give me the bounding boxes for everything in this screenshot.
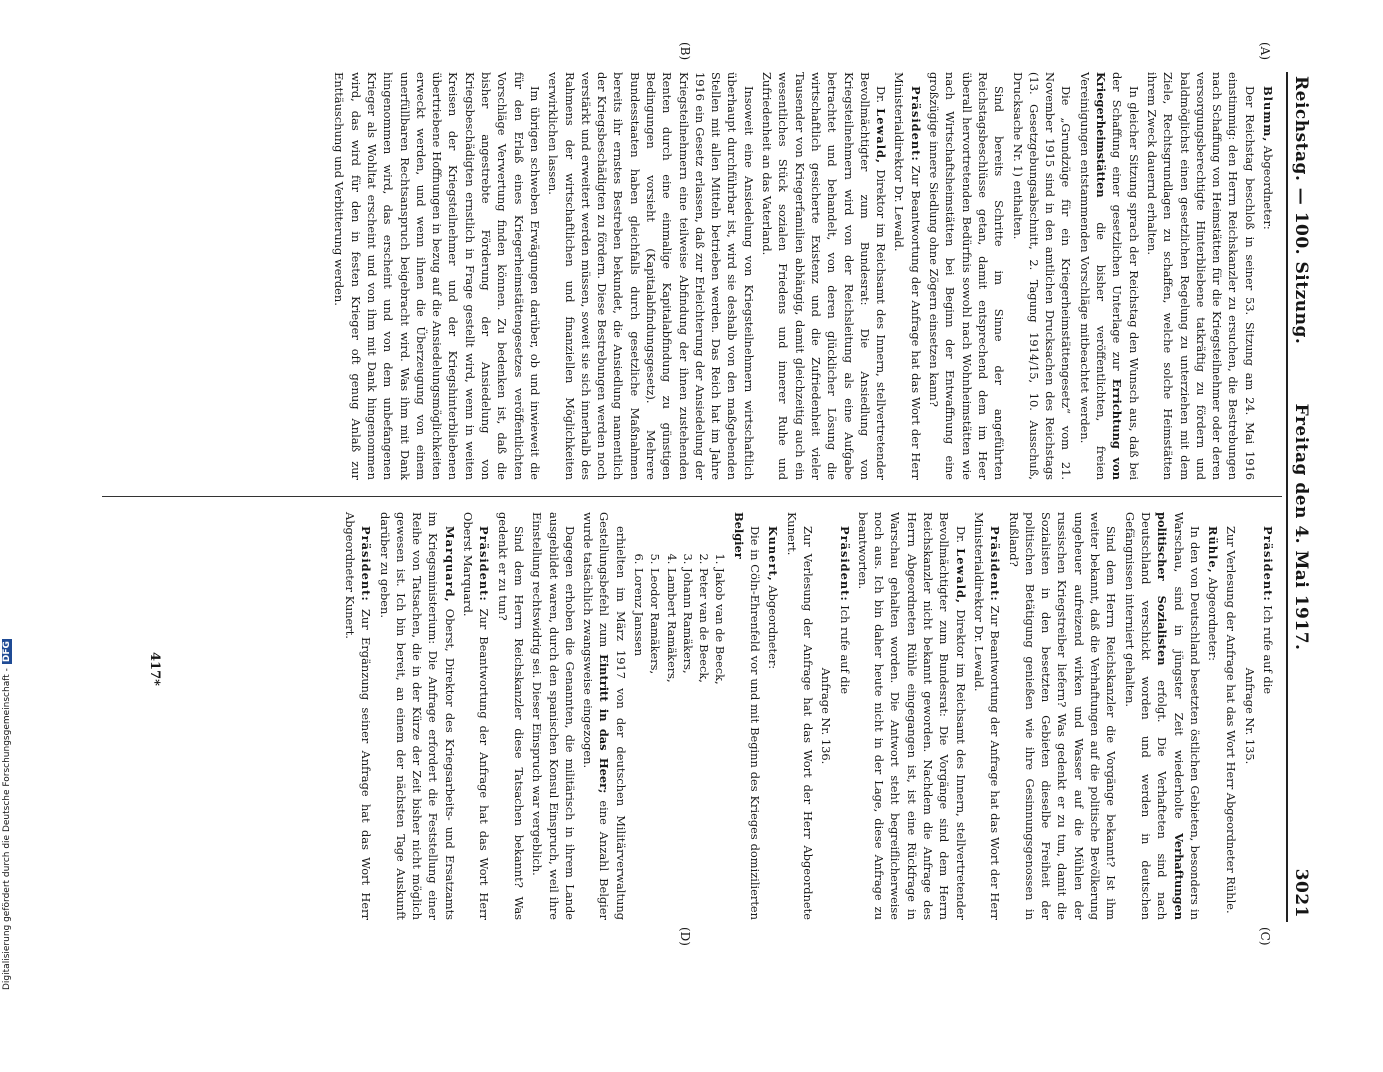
speaker-name: Präsident: bbox=[908, 86, 923, 162]
header-page-number: 3021 bbox=[1291, 868, 1311, 918]
paragraph bbox=[731, 512, 764, 920]
text-run: erfolgt. Die Verhafteten sind nach Deutschland verschickt worden und werden in deutschen Gefängnissen interniert gehalten. bbox=[1122, 512, 1170, 920]
paragraph: Zur Verlesung der Anfrage hat das Wort der Herr Abgeordnete Kunert. bbox=[784, 512, 815, 920]
bold-text: Belgier bbox=[731, 512, 746, 559]
paragraph bbox=[836, 512, 852, 920]
margin-mark-b: (B) bbox=[678, 42, 692, 61]
paragraph bbox=[765, 512, 781, 920]
paragraph bbox=[1205, 512, 1221, 920]
text-run: Zur Beantwortung der Anfrage hat das Wort der Herr Ministerialdirektor Dr. Lewald. bbox=[971, 512, 1003, 920]
text-run: Die in Cöln-Ehrenfeld vor und mit Beginn des Krieges domizilierten bbox=[748, 526, 763, 920]
credit-text: Digitalisierung gefördert durch die Deutsche Forschungsgemeinschaft - bbox=[2, 668, 12, 990]
text-run: Dr. bbox=[953, 526, 968, 549]
speaker-name: Lewald, bbox=[874, 108, 889, 164]
bold-text: Eintritt in das Heer; bbox=[597, 654, 612, 794]
names-list bbox=[631, 568, 729, 920]
rotated-sheet bbox=[82, 42, 1312, 946]
list-item: 1. Jakob van de Beeck, bbox=[712, 568, 728, 920]
left-column bbox=[329, 72, 1276, 480]
list-item: 4. Lambert Ramäkers, bbox=[663, 568, 679, 920]
margin-mark-a: (A) bbox=[1258, 42, 1272, 61]
list-item: 6. Lorenz Janssen bbox=[631, 568, 647, 920]
paragraph bbox=[460, 512, 493, 920]
speaker-role: Abgeordneter: bbox=[766, 581, 781, 670]
text-run: Zur Beantwortung der Anfrage hat das Wort Herr Oberst Marquard. bbox=[461, 512, 492, 920]
paragraph: Zur Verlesung der Anfrage hat das Wort Herr Abgeordneter Rühle. bbox=[1224, 526, 1239, 914]
paragraph bbox=[376, 512, 457, 920]
text-run: Ich rufe auf die bbox=[837, 601, 852, 695]
paragraph: Sind dem Herrn Reichskanzler die Vorgänge bekannt? Ist ihm weiter bekannt, daß die Verhaftungen auf die politische Bevölkerung ungeheuer aufreizend wirken und Wasser auf die Mühlen der russischen Kriegstreiber liefern? Was gedenkt er zu tun, damit die Sozialisten in den besetzten Gebieten dieselbe Freiheit der politischen Betätigung genießen wie ihre Gesinnungsgenossen in Rußland? bbox=[1006, 512, 1119, 920]
paragraph bbox=[342, 512, 375, 920]
margin-mark-c: (C) bbox=[1258, 927, 1272, 946]
list-item: 2. Peter van de Beeck, bbox=[696, 568, 712, 920]
inquiry-number: Anfrage Nr. 135. bbox=[1242, 667, 1257, 765]
speaker-name: Präsident: bbox=[359, 526, 374, 602]
digitization-credit bbox=[2, 550, 14, 990]
paragraph bbox=[1121, 512, 1202, 920]
paragraph bbox=[1260, 72, 1276, 480]
text-run: Dr. bbox=[874, 86, 889, 109]
text-run: In gleicher Sitzung sprach der Reichstag den Wunsch aus, daß bei der Schaffung einer gesetzlichen Unterlage zur bbox=[1110, 72, 1141, 480]
page-header bbox=[1286, 72, 1312, 922]
header-session: Reichstag. — 100. Sitzung. bbox=[1291, 76, 1311, 345]
speaker-name: Präsident: bbox=[1261, 526, 1275, 602]
paragraph: Im übrigen schweben Erwägungen darüber, ob und inwieweit die für den Erlaß eines Kriegerheimstättengesetzes veröffentlichten Vorschläge Verwertung finden können. Zu bedenken ist, daß die bisher angestrebte Förderung der Ansiedelung von Kriegsbeschädigten ernstlich in Frage gestellt wird, wenn in weiten Kreisen der Kriegsteilnehmer und der Kriegshinterbliebenen übertriebene Hoffnungen in bezug auf die Ansiedelungsmöglichkeiten erweckt werden, und wenn ihnen die Überzeugung von einem unerfüllbaren Rechtsanspruch beigebracht wird. Was ihm mit Dank hingenommen wird, das erscheint und von dem unbefangenen Krieger als Wohltat erscheint und von ihm mit Dank hingenommen wird, das wird für den in festen Krieger oft genug Anlaß zur Enttäuschung und Verbitterung werden. bbox=[332, 72, 542, 480]
text-run: die bisher veröffentlichten, freien Vereinigungen entstammenden Vorschläge mitbeachtet werden. bbox=[1077, 72, 1109, 480]
text-run: Direktor im Reichsamt des Innern, stellvertretender Bevollmächtigter zum Bundesrat: Die Vorgänge sind dem Herrn Reichskanzler nicht bekannt geworden. Nachdem die Anfrage des Herrn Abgeordneten Rühle eingegangen ist, ist eine Rückfrage in Warschau gehalten worden. Die Antwort steht begreiflicherweise noch aus. Ich bin daher heute nicht in der Lage, diese Anfrage zu beantworten. bbox=[855, 512, 968, 920]
text-run: eine Anzahl Belgier wurde tatsächlich zwangsweise eingezogen. bbox=[581, 512, 612, 920]
paragraph: Sind dem Herrn Reichskanzler diese Tatsachen bekannt? Was gedenkt er zu tun? bbox=[495, 512, 526, 920]
paragraph bbox=[1260, 512, 1276, 920]
speaker-name: Präsident: bbox=[988, 526, 1003, 602]
speaker-role: Abgeordneter: bbox=[1261, 142, 1275, 230]
speaker-name: Lewald, bbox=[953, 548, 968, 604]
bold-text: Verhaftungen politischer Sozialisten bbox=[1155, 512, 1186, 920]
paragraph bbox=[759, 72, 889, 480]
text-run: Zur Beantwortung der Anfrage hat das Wort der Herr Ministerialdirektor Dr. Lewald. bbox=[892, 72, 923, 480]
column-rule bbox=[102, 496, 1282, 497]
list-item: 5. Leodor Ramäkers, bbox=[647, 568, 663, 920]
paragraph: Sind bereits Schritte im Sinne der angeführten Reichstagsbeschlüsse getan, damit entsprechend dem im Heer überall hervortretenden Bedürfnis sowohl nach Wohnheimstätten wie nach Wirtschaftsheimstätten bei Beginn der Entwaffnung eine großzügige innere Siedlung ohne Zögern einsetzen kann? bbox=[927, 72, 1007, 480]
inquiry-number: Anfrage Nr. 136. bbox=[819, 667, 834, 765]
right-column bbox=[340, 512, 1276, 920]
dfg-logo: DFG bbox=[2, 641, 12, 663]
paragraph bbox=[580, 512, 629, 920]
speaker-name: Marquard, bbox=[442, 526, 457, 603]
paragraph: Dagegen erhoben die Genannten, die militärisch in ihrem Lande ausgebildet waren, durch den spanischen Konsul Einspruch, weil ihre Einstellung rechtswidrig sei. Dieser Einspruch war vergeblich. bbox=[530, 512, 577, 920]
text-run: erhielten im März 1917 von der deutschen Militärverwaltung Gestellungsbefehl zum bbox=[597, 512, 628, 920]
speaker-name: Präsident: bbox=[477, 526, 492, 602]
paragraph bbox=[891, 72, 924, 480]
speaker-name: Präsident: bbox=[837, 526, 852, 602]
speaker-name: Rühle, bbox=[1206, 526, 1221, 574]
paragraph bbox=[971, 512, 1004, 920]
paragraph: Der Reichstag beschloß in seiner 53. Sitzung am 24. Mai 1916 einstimmig: den Herrn Reichskanzler zu ersuchen, die Bestrebungen nach Schaffung von Heimstätten für die Kriegsteilnehmer oder deren versorgungsberechtigte Hinterbliebene tatkräftig zu fördern und baldmöglichst einen gesetzlichen Regelung zu unterziehen mit dem Ziele, Rechtsgrundlagen zu schaffen, welche solche Heimstätten ihrem Zweck dauernd erhalten. bbox=[1144, 72, 1257, 480]
text-run: Direktor im Reichsamt des Innern, stellvertretender Bevollmächtigter zum Bundesrat: Die Ansiedlung von Kriegsteilnehmern wird von der Reichsleitung als eine Aufgabe betrachtet und behandelt, von deren glücklicher Lösung die wirtschaftlich gesicherte Existenz und die Zufriedenheit vieler Tausender von Kriegerfamilien abhängig, damit gleichzeitig auch ein wesentliches Stück sozialen Friedens und innerer Ruhe und Zufriedenheit an das Vaterland. bbox=[760, 72, 889, 480]
paragraph: Insoweit eine Ansiedelung von Kriegsteilnehmern wirtschaftlich überhaupt durchführbar ist, wird sie deshalb von den maßgebenden Stellen mit allen Mitteln betrieben werden. Das Reich hat im Jahre 1916 ein Gesetz erlassen, daß zur Erleichterung der Ansiedelung der Kriegsteilnehmern eine teilweise Abfindung der ihnen zustehenden Renten durch eine einmalige Kapitalabfindung zu günstigen Bedingungen vorsieht (Kapitalabfindungsgesetz). Mehrere Bundesstaaten haben gleichfalls durch gesetzliche Maßnahmen bereits ihr ernstes Bestreben bekundet, die Ansiedlung namentlich der Kriegsbeschädigten zu fördern. Diese Bestrebungen werden noch verstärkt und erweitert werden müssen, soweit sie sich innerhalb des Rahmens der wirtschaftlichen und finanziellen Möglichkeiten verwirklichen lassen. bbox=[546, 72, 756, 480]
margin-mark-d: (D) bbox=[678, 927, 692, 946]
header-date: Freitag den 4. Mai 1917. bbox=[1291, 403, 1311, 651]
text-run: Oberst, Direktor des Kriegsarbeits- und Ersatzamts im Kriegsministerium: Die Anfrage erfordert die Feststellung einer Reihe von Tatsachen, die in der Kürze der Zeit bisher nicht möglich gewesen ist. Ich bin bereit, an einem der nächsten Tage Auskunft darüber zu geben. bbox=[377, 512, 457, 920]
paragraph bbox=[855, 512, 969, 920]
footer-page-number: 417* bbox=[147, 652, 162, 686]
paragraph bbox=[1076, 72, 1141, 480]
text-run: Ich rufe auf die bbox=[1261, 601, 1275, 695]
paragraph: Die „Grundzüge für ein Kriegerheimstättengesetz“ vom 21. November 1915 sind in den amtlichen Drucksachen des Reichstags (13. Gesetzgebungsabschnitt, 2. Tagung 1914/15, 10. Ausschuß, Drucksache Nr. 1) enthalten. bbox=[1010, 72, 1074, 480]
header-date-page bbox=[1291, 404, 1311, 918]
bold-text: Errichtung von Kriegerheimstätten bbox=[1094, 72, 1125, 480]
speaker-name: Blumm, bbox=[1261, 86, 1275, 143]
text-run: Zur Ergänzung seiner Anfrage hat das Wort Herr Abgeordneter Kunert. bbox=[342, 512, 374, 920]
speaker-role: Abgeordneter: bbox=[1206, 573, 1221, 662]
text-run: In den von Deutschland besetzten östlichen Gebieten, besonders in Warschau, sind in jüngster Zeit wiederholte bbox=[1171, 512, 1202, 920]
speaker-name: Kunert, bbox=[766, 526, 781, 582]
list-item: 3. Johann Ramäkers, bbox=[680, 568, 696, 920]
scanned-page bbox=[82, 42, 1332, 1072]
